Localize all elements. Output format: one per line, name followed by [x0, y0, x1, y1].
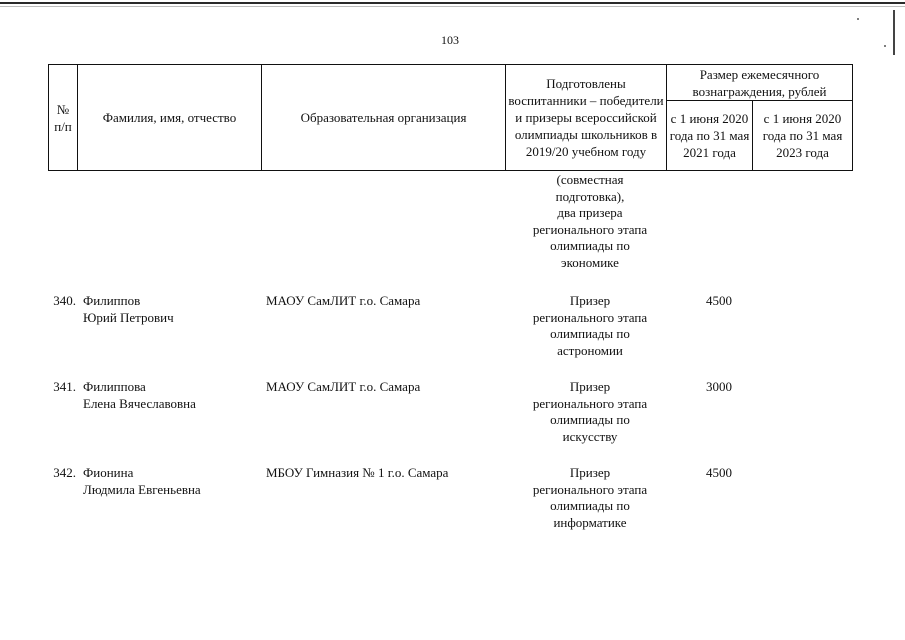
row-achievement — [510, 465, 670, 531]
continuation-line: (совместная — [556, 172, 624, 187]
achievement-line: олимпиады по — [550, 326, 630, 341]
row-surname: Филиппова — [83, 379, 146, 394]
continuation-achievement — [510, 172, 670, 271]
achievement-line: олимпиады по — [550, 412, 630, 427]
row-number: 340. — [53, 293, 76, 308]
continuation-line: регионального этапа — [532, 221, 648, 237]
achievement-line: регионального этапа — [532, 395, 648, 411]
header-num: № п/п — [49, 65, 78, 171]
achievement-line: Призер — [569, 293, 611, 308]
achievement-line: Призер — [569, 379, 611, 394]
row-achievement — [510, 293, 670, 359]
continuation-line: два призера — [557, 205, 623, 220]
row-number: 341. — [53, 379, 76, 394]
header-period-2: с 1 июня 2020 года по 31 мая 2023 года — [753, 101, 853, 171]
row-number: 342. — [53, 465, 76, 480]
row-given-names: Юрий Петрович — [83, 310, 174, 325]
header-reward: Размер ежемесячного вознаграждения, рублей — [667, 65, 853, 101]
row-surname: Филиппов — [83, 293, 141, 308]
header-achievement: Подготовлены воспитанники – победители и призеры всероссийской олимпиады школьников в 2019/20 учебном году — [506, 65, 667, 171]
row-surname: Фионина — [83, 465, 134, 480]
continuation-line: подготовка), — [555, 188, 625, 204]
page-number: 103 — [441, 33, 459, 47]
row-organization: МБОУ Гимназия № 1 г.о. Самара — [266, 465, 449, 480]
row-reward-period-1: 3000 — [706, 379, 732, 394]
row-given-names: Елена Вячеславовна — [83, 396, 196, 411]
row-given-names: Людмила Евгеньевна — [83, 482, 201, 497]
row-reward-period-1: 4500 — [706, 293, 732, 308]
achievement-line: Призер — [569, 465, 611, 480]
header-name: Фамилия, имя, отчество — [78, 65, 262, 171]
continuation-line: олимпиады по — [550, 238, 630, 253]
table-header — [48, 64, 853, 171]
row-organization: МАОУ СамЛИТ г.о. Самара — [266, 293, 421, 308]
achievement-line: регионального этапа — [532, 481, 648, 497]
achievement-line: астрономии — [557, 342, 623, 358]
achievement-line: регионального этапа — [532, 309, 648, 325]
scan-edge-line — [0, 2, 905, 4]
header-period-1: с 1 июня 2020 года по 31 мая 2021 года — [667, 101, 753, 171]
achievement-line: олимпиады по — [550, 498, 630, 513]
scan-edge-line-faint — [0, 6, 905, 7]
achievement-line: информатике — [553, 514, 627, 530]
achievement-line: искусству — [562, 428, 618, 444]
row-achievement — [510, 379, 670, 445]
scan-right-edge — [893, 10, 895, 55]
row-reward-period-1: 4500 — [706, 465, 732, 480]
continuation-line: экономике — [561, 254, 619, 270]
scan-speck — [857, 18, 859, 20]
header-org: Образовательная организация — [262, 65, 506, 171]
row-organization: МАОУ СамЛИТ г.о. Самара — [266, 379, 421, 394]
scan-speck — [884, 45, 886, 47]
